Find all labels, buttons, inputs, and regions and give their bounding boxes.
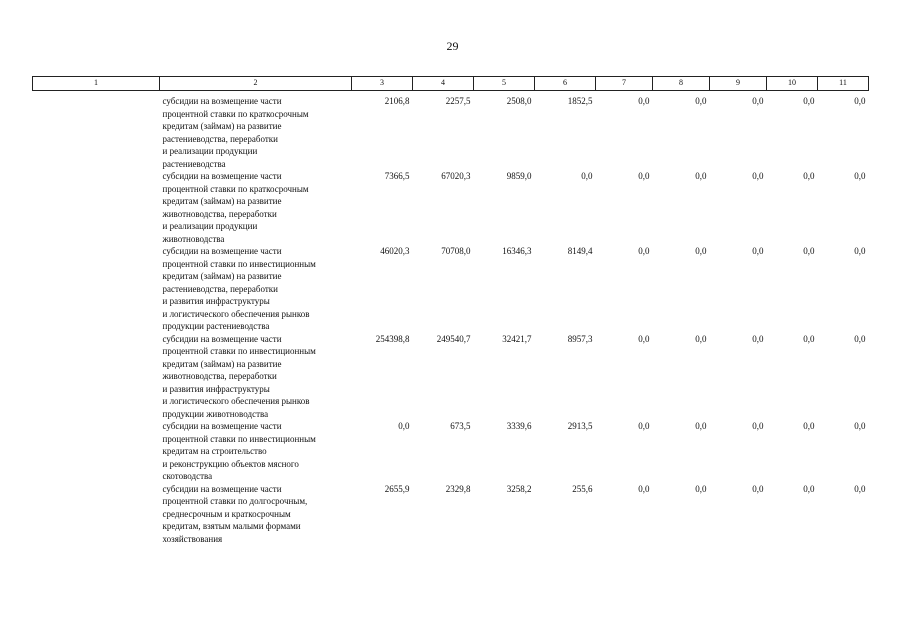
value-cell-col-11: 0,0 xyxy=(854,246,866,256)
value-cell-col-7: 0,0 xyxy=(638,483,650,494)
value-cell-col-8: 0,0 xyxy=(695,246,707,256)
value-cell-col-4: 70708,0 xyxy=(441,246,471,256)
table-row xyxy=(33,420,869,483)
row-description: субсидии на возмещение части процентной ставки по инвестиционным кредитам на строительство и реконструкцию объектов мясного скотоводства xyxy=(162,421,316,481)
value-cell-col-8: 0,0 xyxy=(695,483,707,494)
value-cell-col-4: 67020,3 xyxy=(441,171,471,181)
value-cell-col-3: 46020,3 xyxy=(380,246,410,256)
table-row xyxy=(33,333,869,421)
row-description: субсидии на возмещение части процентной ставки по долгосрочным, среднесрочным и краткосрочным кредитам, взятым малыми формами хозяйствования xyxy=(162,483,308,544)
value-cell-col-9: 0,0 xyxy=(752,483,764,494)
value-cell-col-10: 0,0 xyxy=(803,96,815,106)
row-code-cell xyxy=(33,245,160,333)
table-body xyxy=(33,91,869,546)
value-cell-col-4: 2257,5 xyxy=(445,96,471,106)
value-cell-col-6: 255,6 xyxy=(572,483,593,494)
value-cell-col-3: 7366,5 xyxy=(384,171,410,181)
column-header-10: 10 xyxy=(767,77,818,91)
value-cell-col-3: 2655,9 xyxy=(384,483,410,494)
value-cell-col-11: 0,0 xyxy=(854,171,866,181)
value-cell-col-11: 0,0 xyxy=(854,333,866,344)
value-cell-col-9: 0,0 xyxy=(752,333,764,344)
value-cell-col-5: 9859,0 xyxy=(506,171,532,181)
value-cell-col-3: 254398,8 xyxy=(375,333,410,344)
value-cell-col-9: 0,0 xyxy=(752,171,764,181)
value-cell-col-4: 249540,7 xyxy=(436,333,471,344)
value-cell-col-4: 2329,8 xyxy=(445,483,471,494)
value-cell-col-6: 2913,5 xyxy=(567,421,593,431)
value-cell-col-5: 32421,7 xyxy=(502,333,532,344)
value-cell-col-5: 16346,3 xyxy=(502,246,532,256)
value-cell-col-10: 0,0 xyxy=(803,483,815,494)
value-cell-col-9: 0,0 xyxy=(752,421,764,431)
budget-table xyxy=(32,76,869,545)
column-header-8: 8 xyxy=(653,77,710,91)
column-header-7: 7 xyxy=(596,77,653,91)
value-cell-col-6: 1852,5 xyxy=(567,96,593,106)
value-cell-col-10: 0,0 xyxy=(803,333,815,344)
value-cell-col-6: 8957,3 xyxy=(567,333,593,344)
value-cell-col-9: 0,0 xyxy=(752,246,764,256)
row-code-cell xyxy=(33,91,160,171)
value-cell-col-3: 0,0 xyxy=(398,421,410,431)
row-description: субсидии на возмещение части процентной ставки по инвестиционным кредитам (займам) на развитие животноводства, переработки и развития инфраструктуры и логистического обеспечения рынков продукции животноводства xyxy=(162,333,316,419)
column-header-9: 9 xyxy=(710,77,767,91)
column-header-11: 11 xyxy=(818,77,869,91)
value-cell-col-7: 0,0 xyxy=(638,171,650,181)
table-row xyxy=(33,245,869,333)
value-cell-col-8: 0,0 xyxy=(695,421,707,431)
row-code-cell xyxy=(33,420,160,483)
row-code-cell xyxy=(33,483,160,546)
table-row xyxy=(33,91,869,171)
column-header-1: 1 xyxy=(33,77,160,91)
value-cell-col-8: 0,0 xyxy=(695,171,707,181)
value-cell-col-9: 0,0 xyxy=(752,96,764,106)
row-code-cell xyxy=(33,170,160,245)
value-cell-col-10: 0,0 xyxy=(803,421,815,431)
column-header-4: 4 xyxy=(413,77,474,91)
row-description: субсидии на возмещение части процентной ставки по инвестиционным кредитам (займам) на развитие растениеводства, переработки и развития инфраструктуры и логистического обеспечения рынков продукции растениеводства xyxy=(162,246,316,331)
column-header-2: 2 xyxy=(160,77,352,91)
value-cell-col-6: 0,0 xyxy=(581,171,593,181)
value-cell-col-4: 673,5 xyxy=(450,421,471,431)
table-row xyxy=(33,483,869,546)
row-code-cell xyxy=(33,333,160,421)
value-cell-col-11: 0,0 xyxy=(854,96,866,106)
column-header-6: 6 xyxy=(535,77,596,91)
column-header-5: 5 xyxy=(474,77,535,91)
value-cell-col-5: 2508,0 xyxy=(506,96,532,106)
table-row xyxy=(33,170,869,245)
column-number-row xyxy=(33,77,869,91)
column-header-3: 3 xyxy=(352,77,413,91)
value-cell-col-11: 0,0 xyxy=(854,421,866,431)
value-cell-col-8: 0,0 xyxy=(695,333,707,344)
page-number: 29 xyxy=(446,39,459,53)
value-cell-col-3: 2106,8 xyxy=(384,96,410,106)
value-cell-col-6: 8149,4 xyxy=(567,246,593,256)
value-cell-col-8: 0,0 xyxy=(695,96,707,106)
value-cell-col-10: 0,0 xyxy=(803,246,815,256)
value-cell-col-7: 0,0 xyxy=(638,246,650,256)
row-description: субсидии на возмещение части процентной ставки по краткосрочным кредитам (займам) на развитие растениеводства, переработки и реализации продукции растениеводства xyxy=(162,96,309,169)
value-cell-col-5: 3258,2 xyxy=(506,483,532,494)
row-description: субсидии на возмещение части процентной ставки по краткосрочным кредитам (займам) на развитие животноводства, переработки и реализации продукции животноводства xyxy=(162,171,309,244)
value-cell-col-10: 0,0 xyxy=(803,171,815,181)
value-cell-col-5: 3339,6 xyxy=(506,421,532,431)
value-cell-col-7: 0,0 xyxy=(638,421,650,431)
value-cell-col-7: 0,0 xyxy=(638,333,650,344)
value-cell-col-11: 0,0 xyxy=(854,483,866,494)
value-cell-col-7: 0,0 xyxy=(638,96,650,106)
